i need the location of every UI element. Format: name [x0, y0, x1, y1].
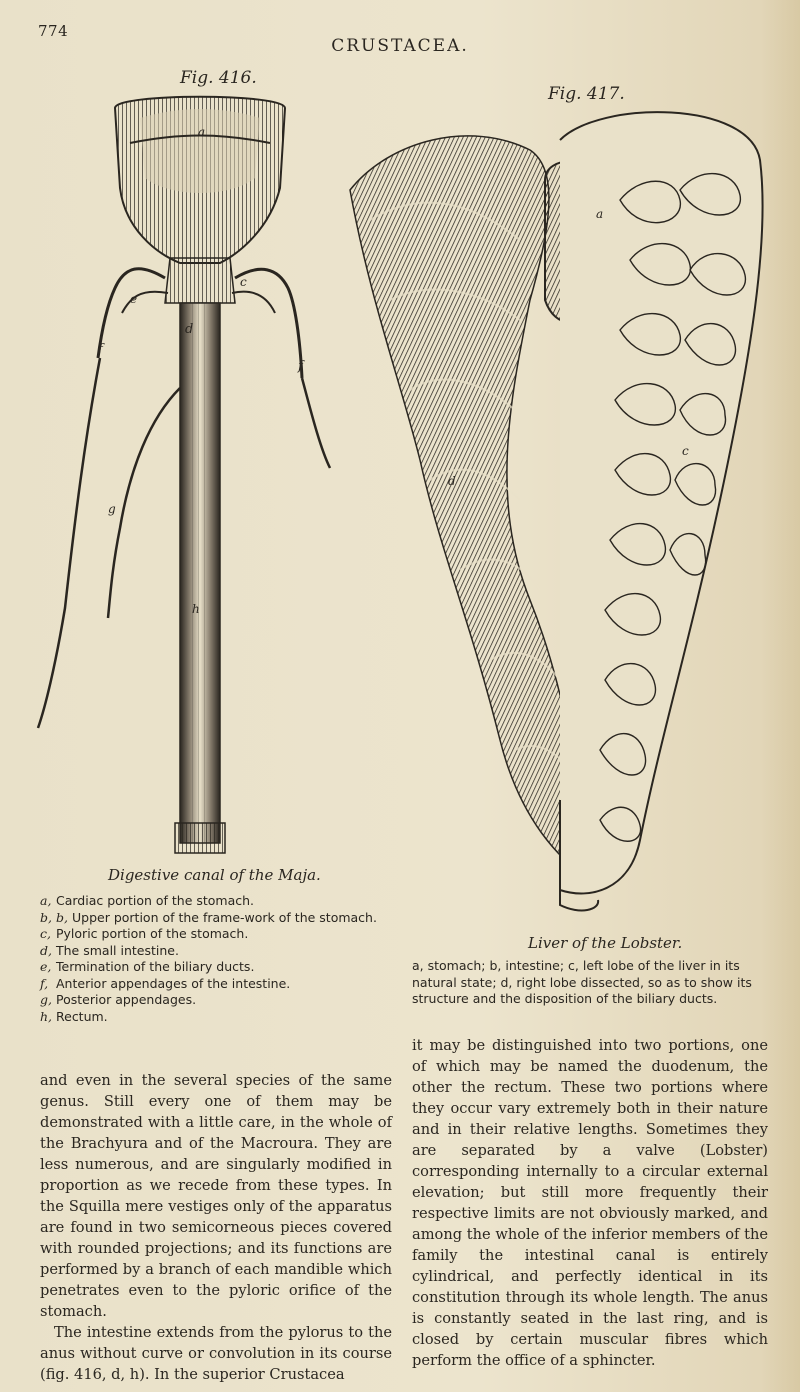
fig-416-label: Fig. 416.: [180, 68, 257, 88]
legend-item: [40, 893, 390, 910]
running-title: CRUSTACEA.: [331, 36, 469, 56]
fig-416-caption: Digestive canal of the Maja.: [108, 866, 321, 884]
fig-417-legend: a, stomach; b, intestine; c, left lobe of the liver in its natural state; d, right lobe dissected, so as to show its structure and the disposition of the biliary ducts.: [412, 958, 752, 1006]
fig416-letter-f-right: f: [298, 359, 303, 374]
legend-text: Termination of the biliary ducts.: [56, 959, 255, 974]
fig417-letter-a: a: [596, 207, 604, 221]
fig416-letter-e: e: [130, 292, 138, 306]
fig416-letter-f-left: f: [98, 342, 103, 357]
fig416-letter-c: c: [240, 275, 247, 289]
legend-key: d,: [40, 942, 52, 958]
legend-key: a,: [40, 893, 52, 908]
body-column-left: [40, 1070, 392, 1385]
legend-key: c,: [40, 926, 51, 941]
legend-item: [40, 943, 390, 960]
legend-text: Pyloric portion of the stomach.: [56, 926, 249, 941]
fig416-letter-h: h: [192, 602, 200, 616]
legend-item: [40, 910, 390, 927]
legend-item: [40, 992, 390, 1009]
legend-text: The small intestine.: [56, 942, 179, 958]
legend-key: e,: [40, 959, 52, 974]
legend-key: h,: [40, 1008, 53, 1024]
fig-416-legend: [40, 893, 390, 1025]
legend-key: b, b,: [40, 909, 68, 925]
fig417-letter-d: d: [448, 474, 456, 488]
page-number: 774: [38, 22, 69, 40]
legend-text: Anterior appendages of the intestine.: [56, 975, 291, 991]
fig416-letter-g: g: [108, 502, 116, 516]
legend-item: [40, 959, 390, 976]
fig416-letter-d: d: [185, 322, 194, 337]
legend-text: Posterior appendages.: [56, 992, 197, 1007]
fig-417-label: Fig. 417.: [548, 84, 625, 104]
legend-text: Cardiac portion of the stomach.: [56, 893, 255, 908]
fig417-letter-c: c: [682, 444, 689, 458]
legend-text: Rectum.: [56, 1008, 108, 1024]
fig416-letter-a: a: [198, 125, 206, 139]
legend-key: g,: [40, 992, 52, 1007]
fig-417-caption: Liver of the Lobster.: [528, 934, 683, 952]
body-column-right: [412, 1035, 768, 1371]
legend-item: [40, 976, 390, 993]
fig-417-illustration: [330, 100, 770, 930]
fig-416-illustration: [30, 88, 370, 863]
paragraph: it may be distinguished into two portions, one of which may be named the duodenum, the other the rectum. These two portions where they occur vary extremely both in their nature and in their relative lengths. Sometimes they are separated by a valve (Lobster) corresponding internally to a circular external elevation; but still more frequently their respective limits are not obviously marked, and among the whole of the inferior members of the family the intestinal canal is entirely cylindrical, and perfectly identical in its constitution through its whole length. The anus is constantly seated in the last ring, and is closed by certain muscular fibres which perform the office of a sphincter.: [412, 1037, 768, 1369]
paragraph: The intestine extends from the pylorus to the anus without curve or convolution in its course (fig. 416, d, h). In the superior Crustacea: [40, 1324, 392, 1383]
legend-key: f,: [40, 975, 49, 991]
paragraph: and even in the several species of the same genus. Still every one of them may be demonstrated with a little care, in the whole of the Brachyura and of the Macroura. They are less numerous, and are singularly modified in proportion as we recede from these types. In the Squilla mere vestiges only of the apparatus are found in two semicorneous pieces covered with rounded projections; and its functions are performed by a branch of each mandible which penetrates even to the pyloric orifice of the stomach.: [40, 1072, 392, 1320]
legend-text: Upper portion of the frame-work of the stomach.: [72, 909, 377, 925]
legend-item: [40, 1009, 390, 1026]
legend-item: [40, 926, 390, 943]
